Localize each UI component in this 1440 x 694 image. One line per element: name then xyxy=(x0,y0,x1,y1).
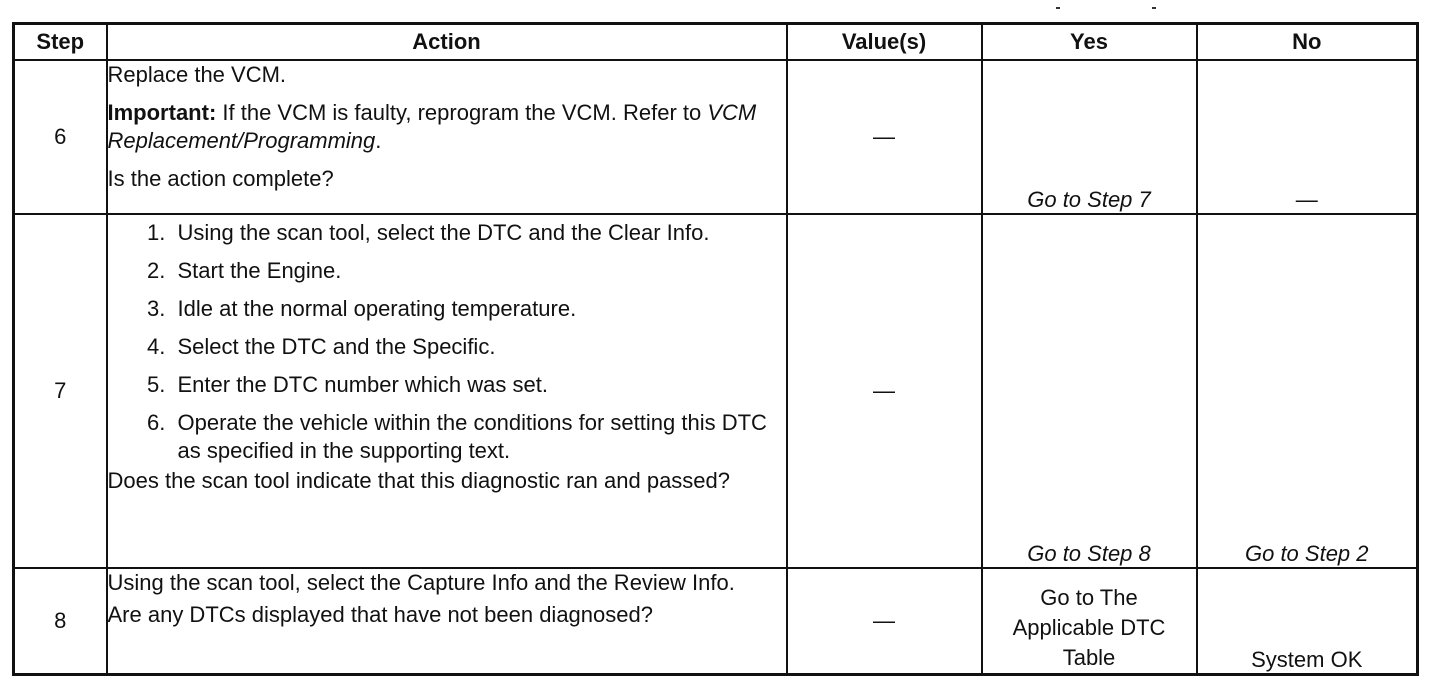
no-cell: — xyxy=(1197,60,1418,214)
action-cell xyxy=(107,60,787,214)
important-reference: VCM Replacement/Programming xyxy=(107,100,757,153)
procedure-item: 4. Select the DTC and the Specific. xyxy=(172,333,786,361)
action-instruction: Replace the VCM. xyxy=(107,62,287,87)
header-action: Action xyxy=(107,24,787,61)
value-dash: — xyxy=(873,378,895,403)
scan-mark xyxy=(1056,7,1060,9)
action-question: Does the scan tool indicate that this diagnostic ran and passed? xyxy=(107,468,731,493)
step-number: 6 xyxy=(14,60,107,214)
yes-line: Applicable DTC xyxy=(1012,615,1166,640)
yes-cell xyxy=(982,568,1197,675)
procedure-list xyxy=(108,219,786,465)
scan-marks xyxy=(1056,4,1176,14)
action-question: Is the action complete? xyxy=(107,166,334,191)
action-instruction: Using the scan tool, select the Capture Info and the Review Info. xyxy=(107,570,735,595)
no-cell: Go to Step 2 xyxy=(1197,214,1418,568)
table-row xyxy=(14,60,1418,214)
yes-line: Table xyxy=(1062,645,1116,670)
yes-cell: Go to Step 7 xyxy=(982,60,1197,214)
value-dash: — xyxy=(873,608,895,633)
step-number: 8 xyxy=(14,568,107,675)
diagnostic-table xyxy=(12,22,1419,676)
important-label: Important: xyxy=(107,100,217,125)
header-no: No xyxy=(1197,24,1418,61)
procedure-item: 3. Idle at the normal operating temperature. xyxy=(172,295,786,323)
table-row xyxy=(14,214,1418,568)
value-dash: — xyxy=(873,124,895,149)
table-row xyxy=(14,568,1418,675)
header-yes: Yes xyxy=(982,24,1197,61)
yes-line: Go to The xyxy=(1040,585,1138,610)
procedure-item: 2. Start the Engine. xyxy=(172,257,786,285)
step-number: 7 xyxy=(14,214,107,568)
procedure-item: 6. Operate the vehicle within the conditions for setting this DTC as specified in the supporting text. xyxy=(172,409,786,465)
value-cell xyxy=(787,214,982,568)
procedure-item: 5. Enter the DTC number which was set. xyxy=(172,371,786,399)
yes-cell: Go to Step 8 xyxy=(982,214,1197,568)
table-header-row xyxy=(14,24,1418,61)
action-question: Are any DTCs displayed that have not been diagnosed? xyxy=(107,602,653,627)
important-text: If the VCM is faulty, reprogram the VCM. Refer to xyxy=(216,100,708,125)
scan-mark xyxy=(1152,7,1156,9)
procedure-item: 1. Using the scan tool, select the DTC and the Clear Info. xyxy=(172,219,786,247)
value-cell xyxy=(787,568,982,675)
header-values: Value(s) xyxy=(787,24,982,61)
important-end: . xyxy=(375,128,382,153)
header-step: Step xyxy=(14,24,107,61)
important-note xyxy=(108,99,786,155)
action-cell xyxy=(107,568,787,675)
value-cell xyxy=(787,60,982,214)
no-cell: System OK xyxy=(1197,568,1418,675)
action-cell xyxy=(107,214,787,568)
